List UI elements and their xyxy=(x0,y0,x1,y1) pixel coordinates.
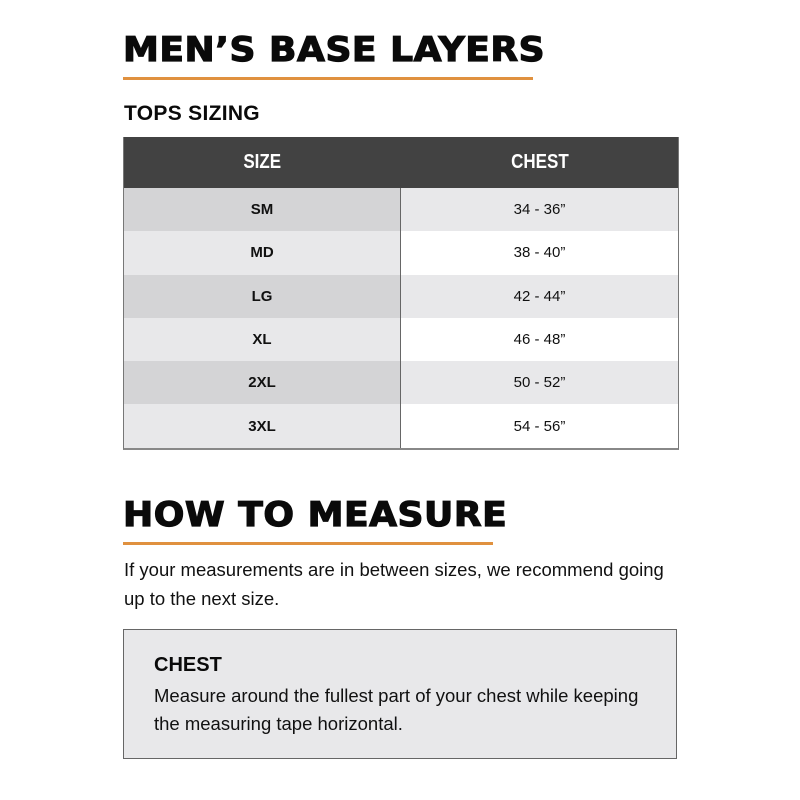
chest-cell: 50 - 52” xyxy=(401,361,678,404)
title-underline xyxy=(123,77,533,80)
how-to-measure-heading: HOW TO MEASURE xyxy=(123,495,508,535)
page-title: MEN’S BASE LAYERS xyxy=(123,30,546,70)
table-row xyxy=(124,275,678,318)
header-chest: CHEST xyxy=(510,151,569,173)
chest-cell: 46 - 48” xyxy=(401,318,678,361)
size-cell: XL xyxy=(124,318,401,361)
chest-measure-box xyxy=(123,629,677,759)
measure-underline xyxy=(123,542,493,545)
size-cell: 2XL xyxy=(124,361,401,404)
size-chart-table xyxy=(123,137,679,450)
size-cell: LG xyxy=(124,275,401,318)
table-row xyxy=(124,404,678,447)
chest-cell: 42 - 44” xyxy=(401,275,678,318)
table-row xyxy=(124,231,678,274)
measure-intro: If your measurements are in between sizes, we recommend going up to the next size. xyxy=(124,559,664,609)
table-header xyxy=(124,137,678,188)
table-row xyxy=(124,188,678,231)
chest-measure-text: Measure around the fullest part of your chest while keeping the measuring tape horizontal. xyxy=(154,685,639,734)
size-cell: SM xyxy=(124,188,401,231)
size-cell: MD xyxy=(124,231,401,274)
chest-cell: 54 - 56” xyxy=(401,404,678,447)
header-size: SIZE xyxy=(243,151,282,173)
chest-measure-title: CHEST xyxy=(154,654,222,676)
size-cell: 3XL xyxy=(124,404,401,447)
chest-cell: 34 - 36” xyxy=(401,188,678,231)
chest-cell: 38 - 40” xyxy=(401,231,678,274)
tops-sizing-heading: TOPS SIZING xyxy=(124,102,260,125)
table-row xyxy=(124,361,678,404)
table-row xyxy=(124,318,678,361)
